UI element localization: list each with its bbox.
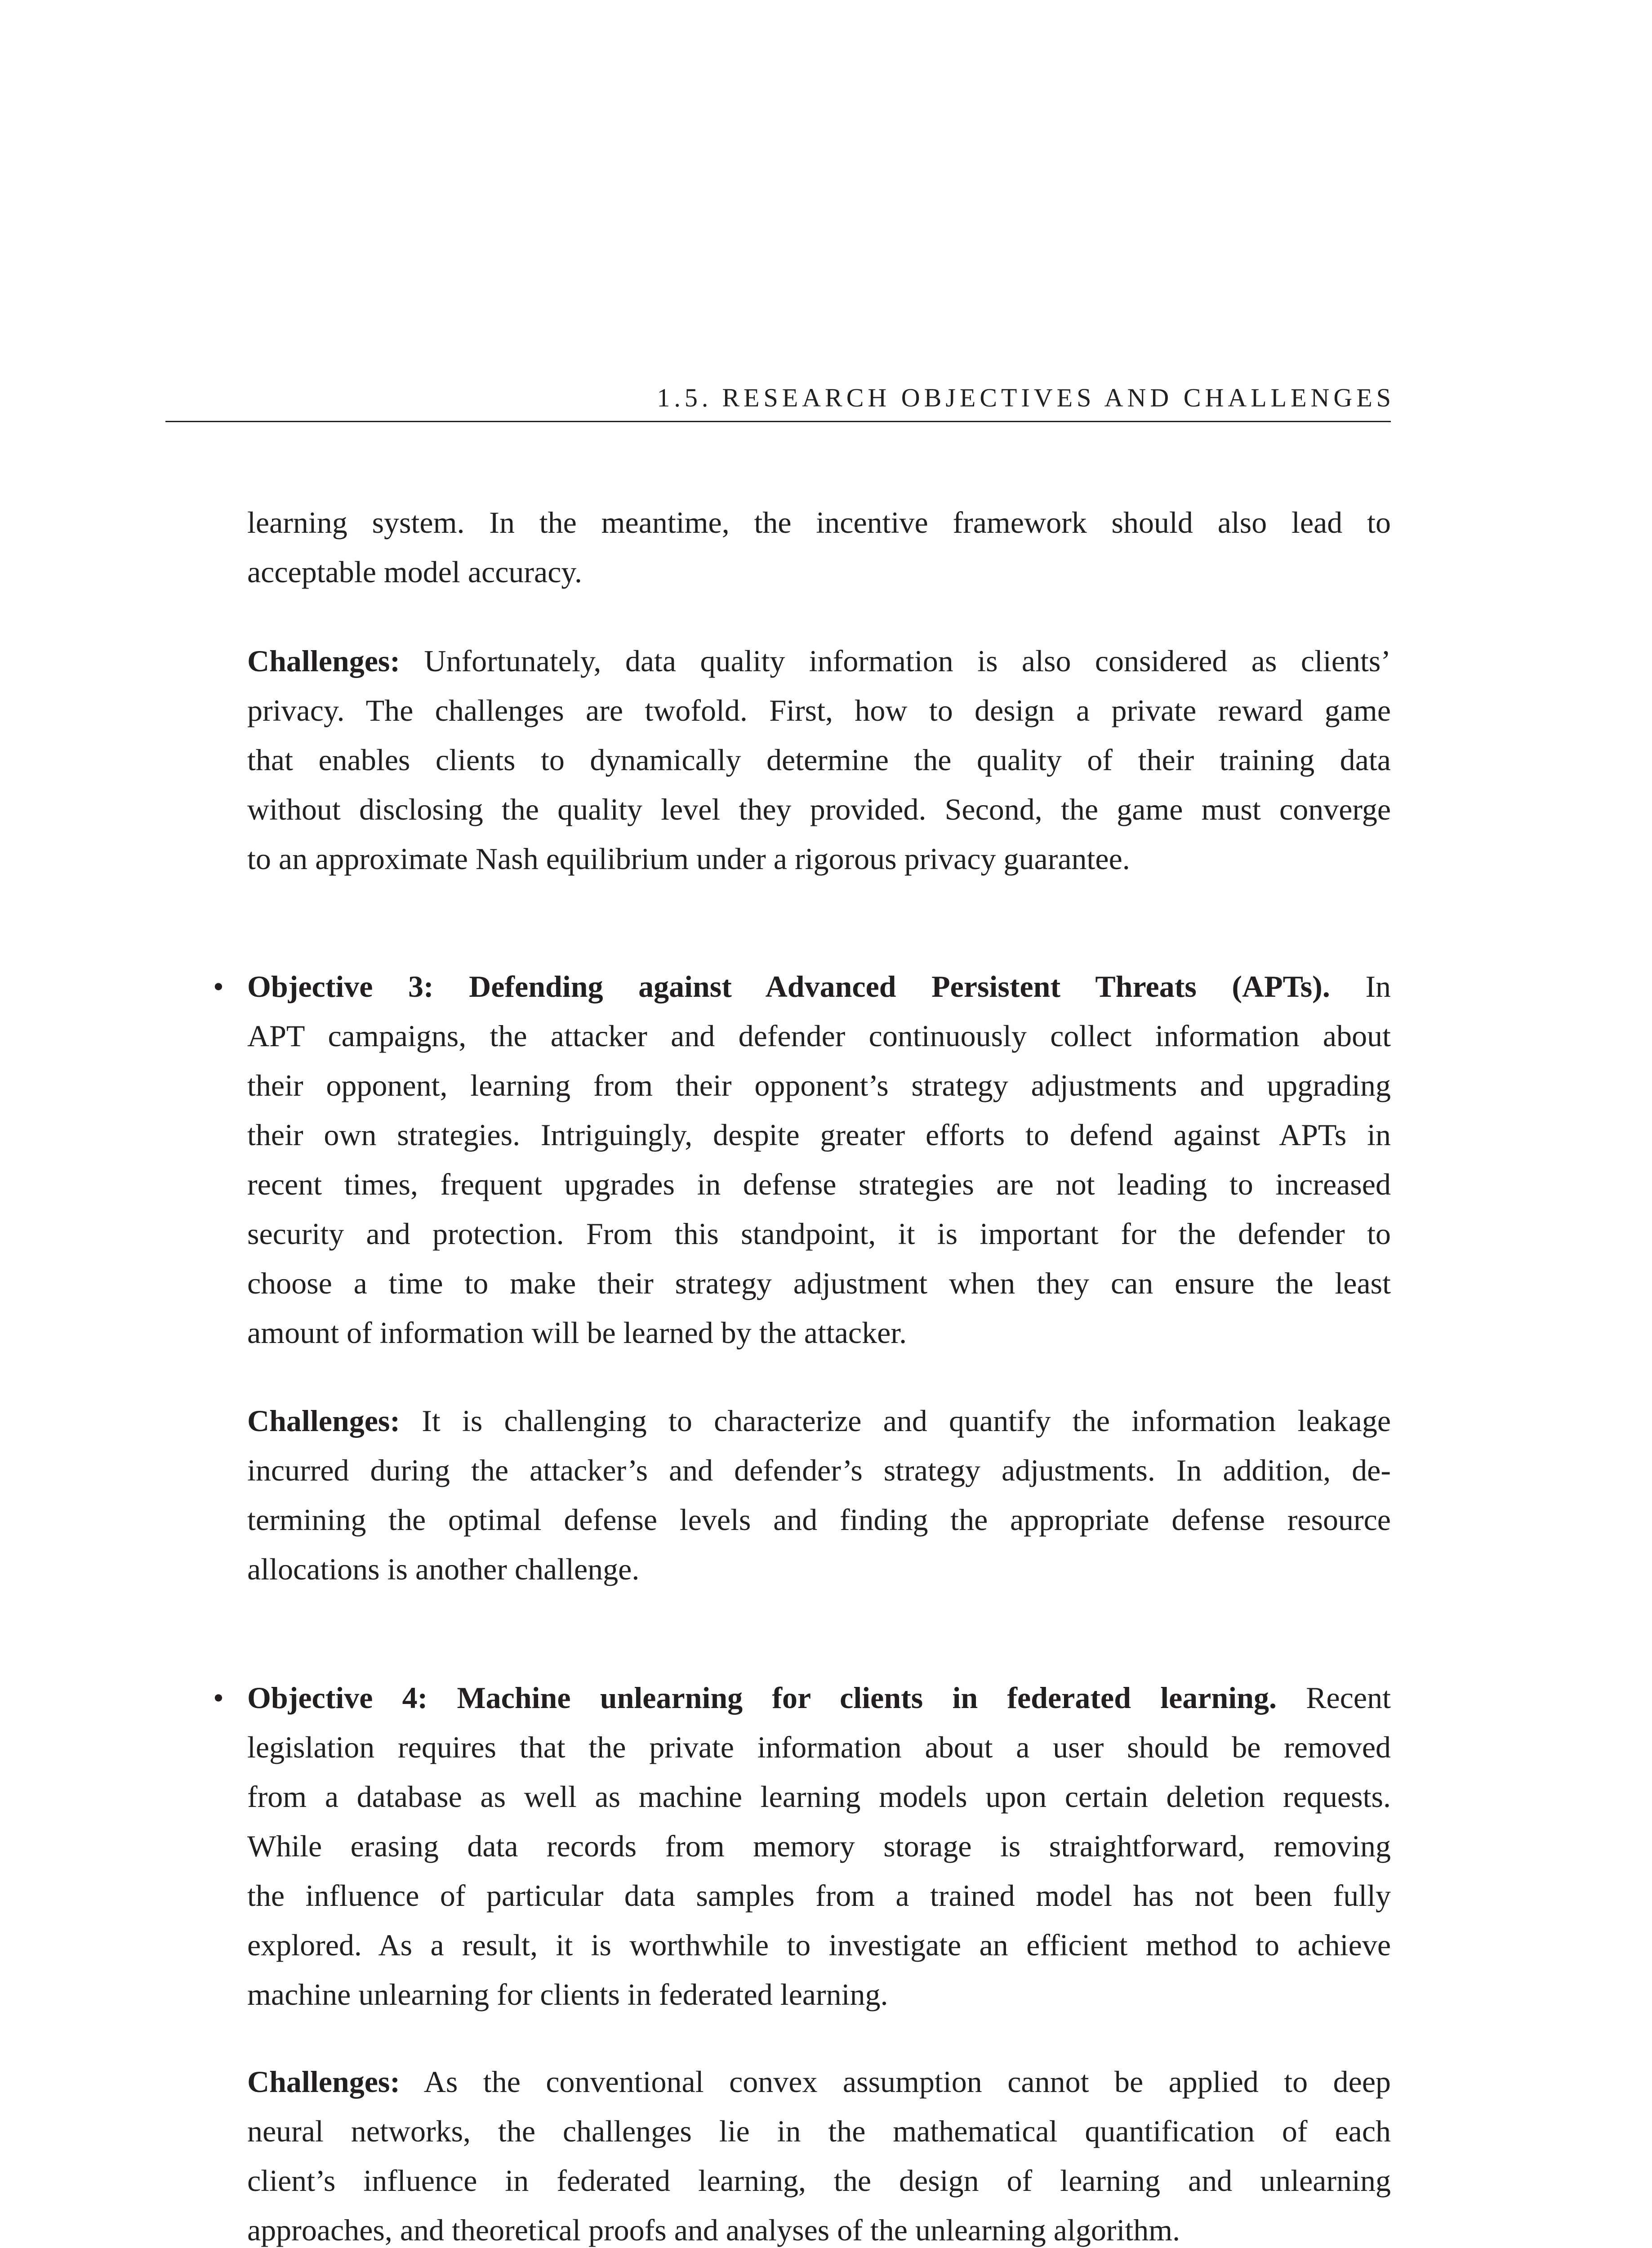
text-line: neural networks, the challenges lie in the mathematical quantification of each (247, 2114, 1391, 2148)
section-number: 1.5. (657, 383, 712, 412)
header-rule (165, 421, 1391, 422)
text-line: without disclosing the quality level they provided. Second, the game must converge (247, 792, 1391, 826)
text-line: client’s influence in federated learning, the design of learning and unlearning (247, 2163, 1391, 2198)
text-line: explored. As a result, it is worthwhile to investigate an efficient method to achieve (247, 1928, 1391, 1962)
text-line: security and protection. From this standpoint, it is important for the defender to (247, 1217, 1391, 1251)
objective-4-challenges-paragraph (247, 2057, 1391, 2248)
line-text: In (1365, 969, 1391, 1004)
text-line: the influence of particular data samples from a trained model has not been fully (247, 1878, 1391, 1913)
text-line: APT campaigns, the attacker and defender continuously collect information about (247, 1019, 1391, 1053)
objective-2-challenges-paragraph (247, 636, 1391, 883)
running-header (657, 380, 1395, 416)
section-title: RESEARCH OBJECTIVES AND CHALLENGES (722, 383, 1395, 412)
continued-paragraph (247, 498, 1391, 597)
line-text: It is challenging to characterize and quantify the information leakage (422, 1404, 1391, 1438)
text-line: recent times, frequent upgrades in defense strategies are not leading to increased (247, 1167, 1391, 1201)
text-line: acceptable model accuracy. (247, 555, 582, 589)
line-text: As the conventional convex assumption cannot be applied to deep (423, 2065, 1391, 2099)
text-line: While erasing data records from memory storage is straightforward, removing (247, 1829, 1391, 1863)
line-text: Recent (1306, 1681, 1391, 1715)
text-line (247, 1673, 1391, 1722)
text-line: legislation requires that the private information about a user should be removed (247, 1730, 1391, 1764)
objective-3-challenges-paragraph (247, 1396, 1391, 1594)
text-line (247, 962, 1391, 1011)
text-line (247, 2057, 1391, 2106)
text-line: choose a time to make their strategy adjustment when they can ensure the least (247, 1266, 1391, 1300)
bullet-marker: • (213, 969, 224, 1004)
text-line (247, 636, 1391, 686)
text-line: incurred during the attacker’s and defender’s strategy adjustments. In addition, de- (247, 1453, 1391, 1487)
text-line: their own strategies. Intriguingly, despite greater efforts to defend against APTs in (247, 1118, 1391, 1152)
text-line: to an approximate Nash equilibrium under a rigorous privacy guarantee. (247, 842, 1130, 876)
challenges-label: Challenges: (247, 1404, 400, 1438)
text-line: privacy. The challenges are twofold. First, how to design a private reward game (247, 693, 1391, 727)
objective-4-item (213, 1673, 1391, 2019)
text-line: amount of information will be learned by the attacker. (247, 1316, 907, 1350)
text-line: termining the optimal defense levels and finding the appropriate defense resource (247, 1503, 1391, 1537)
challenges-label: Challenges: (247, 644, 400, 678)
text-line: learning system. In the meantime, the incentive framework should also lead to (247, 505, 1391, 540)
objective-heading: Objective 4: Machine unlearning for clients in federated learning. (247, 1681, 1277, 1715)
bullet-marker: • (213, 1681, 224, 1715)
text-line (247, 1396, 1391, 1445)
line-text: Unfortunately, data quality information is also considered as clients’ (424, 644, 1391, 678)
text-line: approaches, and theoretical proofs and analyses of the unlearning algorithm. (247, 2213, 1180, 2247)
objective-3-item (213, 962, 1391, 1357)
text-line: their opponent, learning from their opponent’s strategy adjustments and upgrading (247, 1068, 1391, 1102)
objective-heading: Objective 3: Defending against Advanced Persistent Threats (APTs). (247, 969, 1330, 1004)
text-line: from a database as well as machine learning models upon certain deletion requests. (247, 1780, 1391, 1814)
challenges-label: Challenges: (247, 2065, 400, 2099)
text-line: allocations is another challenge. (247, 1552, 640, 1586)
text-line: machine unlearning for clients in federated learning. (247, 1977, 888, 2012)
text-line: that enables clients to dynamically determine the quality of their training data (247, 743, 1391, 777)
